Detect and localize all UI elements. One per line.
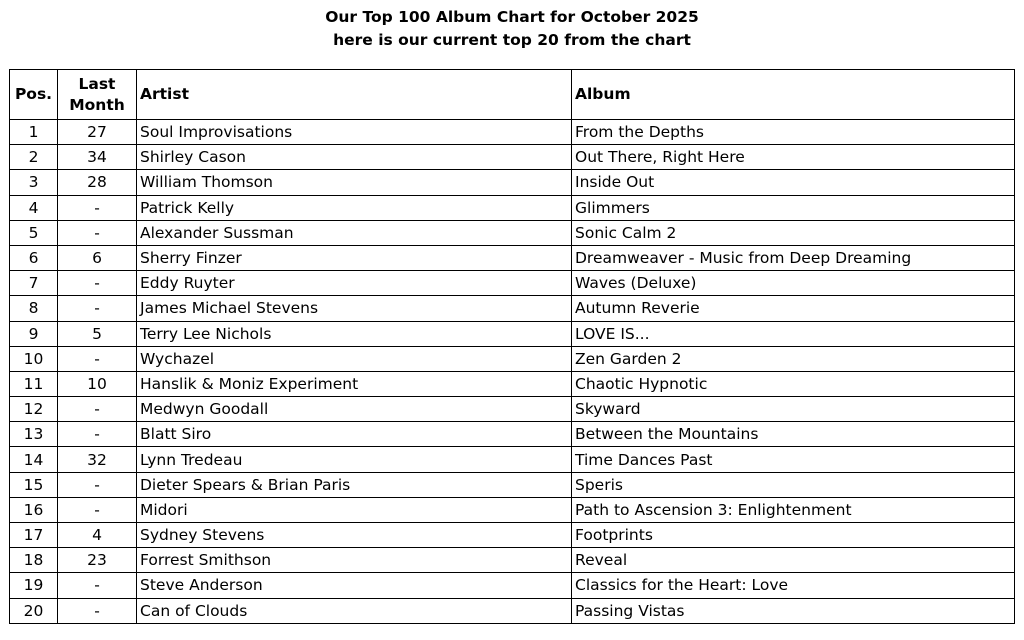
cell-last-month: -	[58, 397, 137, 422]
cell-position: 6	[10, 245, 58, 270]
cell-album: Reveal	[572, 548, 1015, 573]
cell-position: 15	[10, 472, 58, 497]
cell-last-month: -	[58, 271, 137, 296]
cell-position: 14	[10, 447, 58, 472]
cell-last-month: 28	[58, 170, 137, 195]
table-row	[10, 422, 1015, 447]
table-row	[10, 145, 1015, 170]
cell-album: Speris	[572, 472, 1015, 497]
table-row	[10, 397, 1015, 422]
cell-last-month: -	[58, 346, 137, 371]
cell-artist: Hanslik & Moniz Experiment	[137, 371, 572, 396]
cell-last-month: 23	[58, 548, 137, 573]
cell-last-month: -	[58, 497, 137, 522]
cell-artist: Can of Clouds	[137, 598, 572, 623]
cell-artist: Medwyn Goodall	[137, 397, 572, 422]
cell-artist: Sydney Stevens	[137, 523, 572, 548]
cell-artist: Shirley Cason	[137, 145, 572, 170]
cell-album: Glimmers	[572, 195, 1015, 220]
cell-position: 4	[10, 195, 58, 220]
table-row	[10, 497, 1015, 522]
cell-position: 9	[10, 321, 58, 346]
cell-album: Time Dances Past	[572, 447, 1015, 472]
cell-position: 10	[10, 346, 58, 371]
table-row	[10, 245, 1015, 270]
header-pos: Pos.	[10, 70, 58, 120]
cell-album: Path to Ascension 3: Enlightenment	[572, 497, 1015, 522]
table-row	[10, 598, 1015, 623]
cell-last-month: 34	[58, 145, 137, 170]
cell-artist: Lynn Tredeau	[137, 447, 572, 472]
cell-artist: William Thomson	[137, 170, 572, 195]
cell-last-month: -	[58, 220, 137, 245]
table-row	[10, 321, 1015, 346]
cell-album: Inside Out	[572, 170, 1015, 195]
cell-artist: Midori	[137, 497, 572, 522]
table-row	[10, 523, 1015, 548]
cell-album: Skyward	[572, 397, 1015, 422]
table-row	[10, 573, 1015, 598]
cell-last-month: -	[58, 195, 137, 220]
cell-last-month: -	[58, 422, 137, 447]
cell-last-month: 4	[58, 523, 137, 548]
cell-artist: Forrest Smithson	[137, 548, 572, 573]
cell-position: 8	[10, 296, 58, 321]
cell-last-month: 6	[58, 245, 137, 270]
cell-position: 13	[10, 422, 58, 447]
cell-position: 17	[10, 523, 58, 548]
header-album: Album	[572, 70, 1015, 120]
cell-last-month: -	[58, 598, 137, 623]
cell-album: Autumn Reverie	[572, 296, 1015, 321]
cell-album: Chaotic Hypnotic	[572, 371, 1015, 396]
cell-last-month: 32	[58, 447, 137, 472]
table-row	[10, 271, 1015, 296]
cell-last-month: -	[58, 296, 137, 321]
cell-position: 7	[10, 271, 58, 296]
cell-album: Zen Garden 2	[572, 346, 1015, 371]
cell-artist: Alexander Sussman	[137, 220, 572, 245]
header-last-month	[58, 70, 137, 120]
cell-last-month: -	[58, 573, 137, 598]
table-row	[10, 120, 1015, 145]
cell-artist: Patrick Kelly	[137, 195, 572, 220]
cell-album: Classics for the Heart: Love	[572, 573, 1015, 598]
table-row	[10, 220, 1015, 245]
table-row	[10, 296, 1015, 321]
table-row	[10, 170, 1015, 195]
table-row	[10, 447, 1015, 472]
table-row	[10, 472, 1015, 497]
cell-album: Between the Mountains	[572, 422, 1015, 447]
cell-album: Waves (Deluxe)	[572, 271, 1015, 296]
header-row	[10, 70, 1015, 120]
cell-artist: Blatt Siro	[137, 422, 572, 447]
album-chart-table	[9, 69, 1015, 624]
cell-album: From the Depths	[572, 120, 1015, 145]
cell-position: 16	[10, 497, 58, 522]
cell-artist: Wychazel	[137, 346, 572, 371]
table-row	[10, 346, 1015, 371]
cell-album: Dreamweaver - Music from Deep Dreaming	[572, 245, 1015, 270]
title-line-2: here is our current top 20 from the chart	[333, 31, 691, 49]
cell-position: 3	[10, 170, 58, 195]
cell-artist: Dieter Spears & Brian Paris	[137, 472, 572, 497]
cell-artist: Terry Lee Nichols	[137, 321, 572, 346]
cell-last-month: -	[58, 472, 137, 497]
title-line-1: Our Top 100 Album Chart for October 2025	[325, 8, 699, 26]
cell-artist: Steve Anderson	[137, 573, 572, 598]
cell-album: Footprints	[572, 523, 1015, 548]
header-last-month-line1: Last	[78, 74, 116, 93]
cell-position: 5	[10, 220, 58, 245]
cell-last-month: 10	[58, 371, 137, 396]
cell-position: 2	[10, 145, 58, 170]
cell-album: Sonic Calm 2	[572, 220, 1015, 245]
header-artist: Artist	[137, 70, 572, 120]
cell-album: Out There, Right Here	[572, 145, 1015, 170]
table-row	[10, 195, 1015, 220]
table-row	[10, 548, 1015, 573]
cell-album: LOVE IS...	[572, 321, 1015, 346]
cell-position: 20	[10, 598, 58, 623]
cell-last-month: 27	[58, 120, 137, 145]
table-row	[10, 371, 1015, 396]
table-header	[10, 70, 1015, 120]
cell-position: 11	[10, 371, 58, 396]
cell-position: 18	[10, 548, 58, 573]
cell-position: 19	[10, 573, 58, 598]
cell-artist: Eddy Ruyter	[137, 271, 572, 296]
table-body	[10, 120, 1015, 624]
cell-artist: Soul Improvisations	[137, 120, 572, 145]
header-last-month-line2: Month	[69, 95, 125, 114]
cell-artist: James Michael Stevens	[137, 296, 572, 321]
cell-position: 1	[10, 120, 58, 145]
page-title	[0, 6, 1024, 52]
cell-position: 12	[10, 397, 58, 422]
cell-last-month: 5	[58, 321, 137, 346]
cell-artist: Sherry Finzer	[137, 245, 572, 270]
cell-album: Passing Vistas	[572, 598, 1015, 623]
